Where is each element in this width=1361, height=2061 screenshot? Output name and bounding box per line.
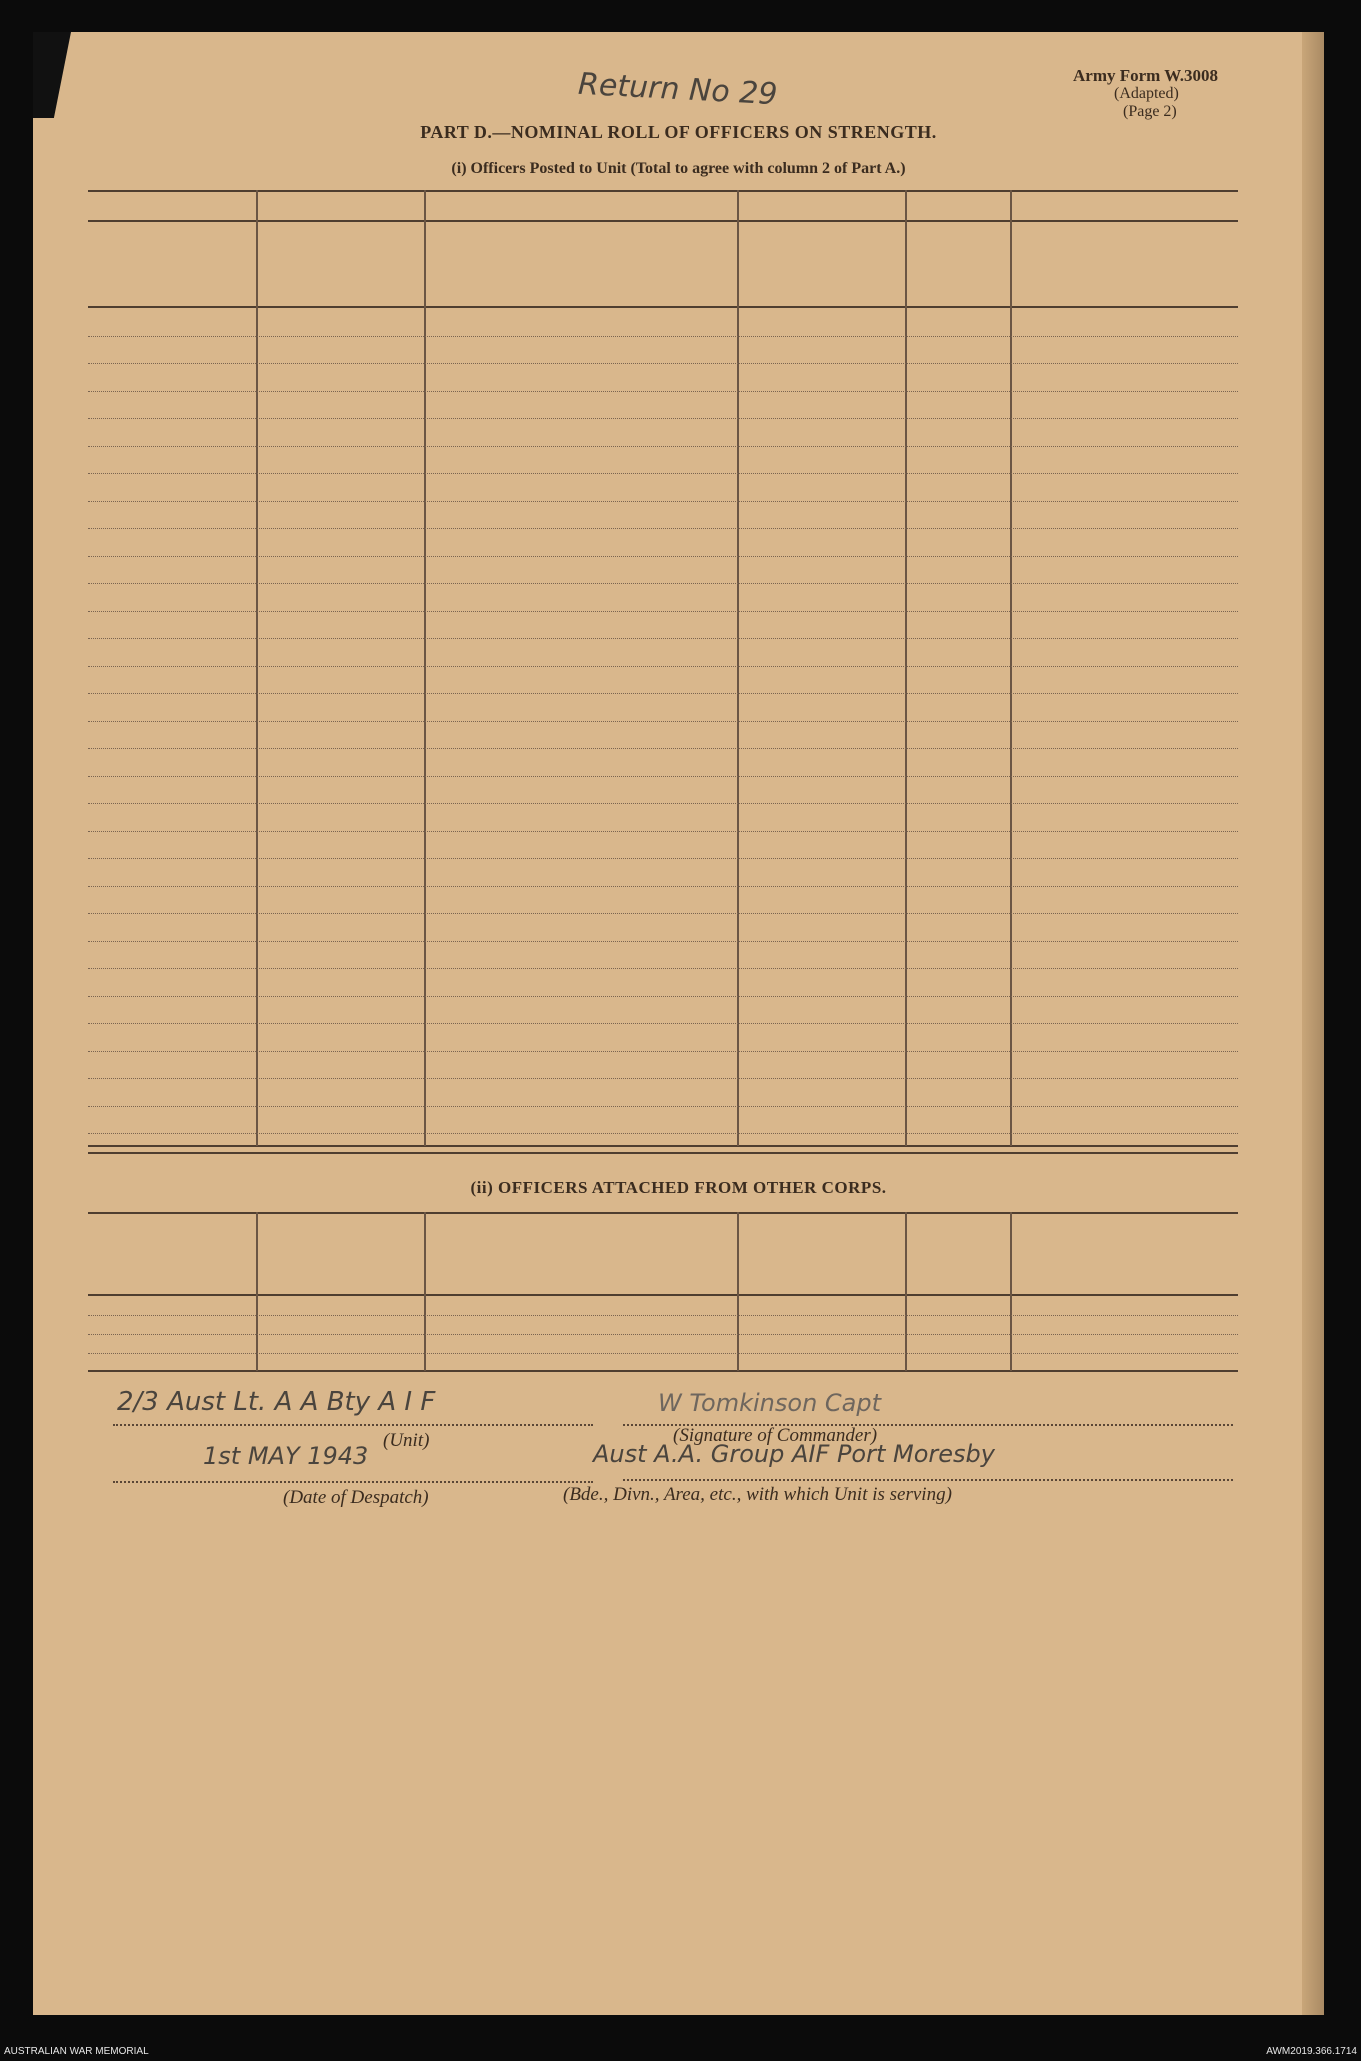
table-bottom-rule-2 (88, 1152, 1238, 1154)
ruled-row-line (88, 693, 1238, 694)
column-divider (737, 190, 739, 1146)
ruled-row-line (88, 1023, 1238, 1024)
footer-credit: AUSTRALIAN WAR MEMORIAL (4, 2046, 149, 2057)
ruled-row-line (88, 611, 1238, 612)
page-edge (1302, 32, 1324, 2015)
ruled-row-line (88, 913, 1238, 914)
ruled-row-line (88, 996, 1238, 997)
commander-signature: W Tomkinson Capt (658, 1389, 882, 1417)
ruled-row-line (88, 666, 1238, 667)
header-bottom-rule (88, 306, 1238, 308)
unit-label: (Unit) (383, 1430, 430, 1451)
column-divider (905, 190, 907, 1146)
ruled-row-line (88, 1078, 1238, 1079)
ruled-row-line (88, 556, 1238, 557)
date-label: (Date of Despatch) (283, 1487, 429, 1508)
ruled-row-line (88, 1315, 1238, 1316)
ruled-row-line (88, 1334, 1238, 1335)
footer-accession: AWM2019.366.1714 (1266, 2046, 1357, 2057)
form-adapted: (Adapted) (1114, 85, 1179, 102)
date-line (113, 1481, 593, 1483)
ruled-row-line (88, 748, 1238, 749)
ruled-row-line (88, 363, 1238, 364)
attached-officers-table (88, 1212, 1238, 1374)
column-divider (1010, 190, 1012, 1146)
ruled-row-line (88, 941, 1238, 942)
return-number: Return No 29 (577, 66, 779, 113)
column-divider (737, 1212, 739, 1371)
form-subtitle: (i) Officers Posted to Unit (Total to agree with column 2 of Part A.) (451, 160, 906, 177)
unit-line (113, 1424, 593, 1426)
table2-header-rule (88, 1294, 1238, 1296)
formation-line (623, 1479, 1233, 1481)
ruled-row-line (88, 528, 1238, 529)
ruled-row-line (88, 391, 1238, 392)
ruled-row-line (88, 501, 1238, 502)
officers-posted-table (88, 190, 1238, 1152)
column-divider (905, 1212, 907, 1371)
ruled-row-line (88, 831, 1238, 832)
table-bottom-rule (88, 1145, 1238, 1147)
formation-label: (Bde., Divn., Area, etc., with which Unit is serving) (563, 1484, 952, 1505)
signature-label: (Signature of Commander) (673, 1425, 878, 1446)
ruled-row-line (88, 803, 1238, 804)
column-divider (256, 1212, 258, 1371)
column-divider (424, 1212, 426, 1371)
table-top-rule (88, 190, 1238, 192)
column-divider (256, 190, 258, 1146)
date-value: 1st MAY 1943 (203, 1442, 369, 1470)
ruled-row-line (88, 446, 1238, 447)
unit-value: 2/3 Aust Lt. A A Bty A I F (117, 1387, 436, 1417)
ruled-row-line (88, 638, 1238, 639)
ruled-row-line (88, 886, 1238, 887)
attached-officers-title: (ii) OFFICERS ATTACHED FROM OTHER CORPS. (470, 1178, 887, 1197)
ruled-row-line (88, 968, 1238, 969)
ruled-row-line (88, 418, 1238, 419)
column-divider (424, 190, 426, 1146)
ruled-row-line (88, 336, 1238, 337)
ruled-row-line (88, 473, 1238, 474)
formation-value: Aust A.A. Group AIF Port Moresby (593, 1440, 995, 1468)
ruled-row-line (88, 583, 1238, 584)
form-page (33, 32, 1324, 2015)
ruled-row-line (88, 721, 1238, 722)
table2-top-rule (88, 1212, 1238, 1214)
ruled-row-line (88, 1353, 1238, 1354)
col-number-rule (88, 220, 1238, 222)
ruled-row-line (88, 1106, 1238, 1107)
footer-bar (0, 2043, 1361, 2061)
form-number: Army Form W.3008 (1073, 66, 1218, 85)
ruled-row-line (88, 858, 1238, 859)
form-title: PART D.—NOMINAL ROLL OF OFFICERS ON STRENGTH. (420, 122, 937, 142)
ruled-row-line (88, 1051, 1238, 1052)
torn-corner (33, 32, 71, 118)
ruled-row-line (88, 1133, 1238, 1134)
form-page-number: (Page 2) (1123, 103, 1177, 120)
table2-bottom-rule (88, 1370, 1238, 1372)
ruled-row-line (88, 776, 1238, 777)
column-divider (1010, 1212, 1012, 1371)
